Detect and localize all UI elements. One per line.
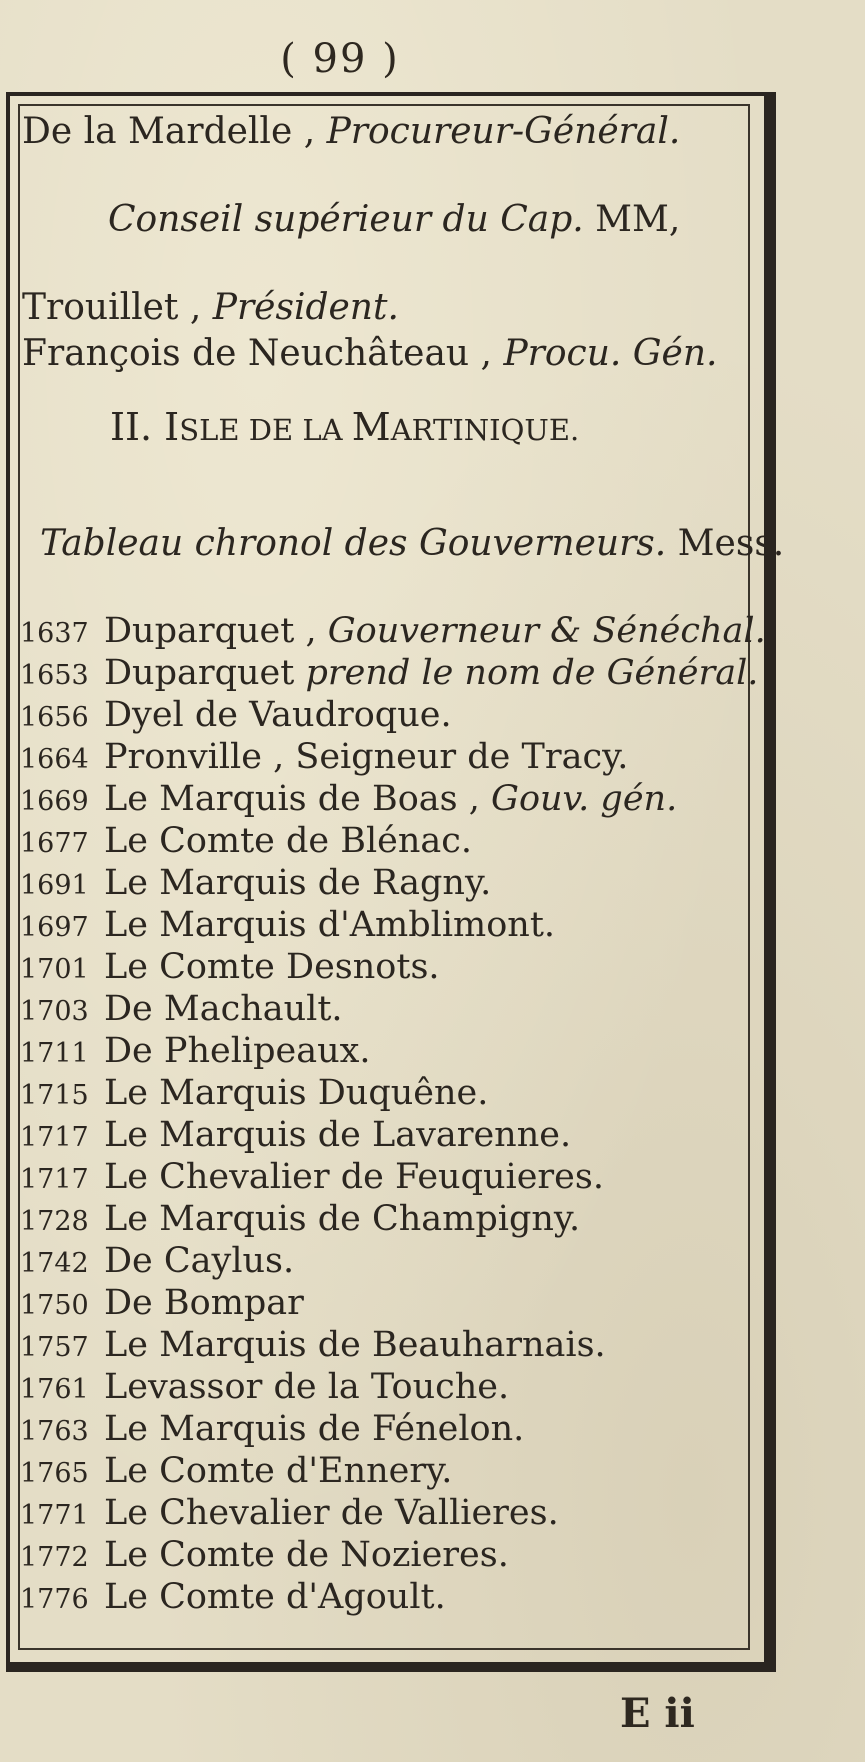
year: 1711 xyxy=(20,1038,89,1069)
mardelle-name: De la Mardelle , xyxy=(22,111,327,152)
governor-name: Le Marquis de Ragny. xyxy=(104,863,492,903)
year: 1763 xyxy=(20,1416,89,1447)
year: 1772 xyxy=(20,1542,89,1573)
governor-name: De Caylus. xyxy=(104,1241,295,1281)
year: 1771 xyxy=(20,1500,89,1531)
list-item xyxy=(20,823,472,859)
governor-name: Pronville , Seigneur de Tracy. xyxy=(104,737,629,777)
conseil-heading xyxy=(108,199,681,240)
section-rest2: ARTINIQUE. xyxy=(390,413,580,447)
year: 1664 xyxy=(20,744,89,775)
governor-name: Le Comte de Nozieres. xyxy=(104,1535,509,1575)
governor-name: De Bompar xyxy=(104,1283,304,1323)
governor-name: De Phelipeaux. xyxy=(104,1031,371,1071)
governor-name: Duparquet , xyxy=(104,611,328,651)
governor-name: Le Marquis de Beauharnais. xyxy=(104,1325,606,1365)
year: 1717 xyxy=(20,1122,89,1153)
tableau-mess: Mess. xyxy=(666,523,785,564)
governor-name: Le Chevalier de Feuquieres. xyxy=(104,1157,604,1197)
list-item xyxy=(20,1117,571,1153)
list-item xyxy=(20,1495,559,1531)
year: 1653 xyxy=(20,660,89,691)
trouillet-line xyxy=(22,287,399,328)
conseil-text: Conseil supérieur du Cap. xyxy=(108,199,584,240)
year: 1765 xyxy=(20,1458,89,1489)
list-item xyxy=(20,1285,304,1321)
francois-line xyxy=(22,333,718,374)
list-item xyxy=(20,907,555,943)
list-item xyxy=(20,655,758,691)
year: 1669 xyxy=(20,786,89,817)
year: 1757 xyxy=(20,1332,89,1363)
signature-mark: E ii xyxy=(620,1690,695,1737)
year: 1715 xyxy=(20,1080,89,1111)
governor-name: Le Marquis de Champigny. xyxy=(104,1199,581,1239)
list-item xyxy=(20,1453,452,1489)
year: 1677 xyxy=(20,828,89,859)
year: 1691 xyxy=(20,870,89,901)
year: 1701 xyxy=(20,954,89,985)
section-numeral: II. I xyxy=(110,405,180,449)
governor-name: Duparquet xyxy=(104,653,306,693)
section-m: M xyxy=(351,405,391,449)
list-item xyxy=(20,613,766,649)
governor-name: Le Marquis de Lavarenne. xyxy=(104,1115,572,1155)
tableau-heading xyxy=(40,523,785,564)
francois-name: François de Neuchâteau , xyxy=(22,333,504,374)
trouillet-title: Président. xyxy=(212,287,399,328)
francois-title: Procu. Gén. xyxy=(503,333,718,374)
list-item xyxy=(20,781,677,817)
governor-name: Le Comte Desnots. xyxy=(104,947,440,987)
year: 1703 xyxy=(20,996,89,1027)
governor-name: Le Marquis Duquêne. xyxy=(104,1073,489,1113)
list-item xyxy=(20,1411,524,1447)
list-item xyxy=(20,1537,509,1573)
governor-note: Gouv. gén. xyxy=(490,779,678,819)
governor-name: Le Marquis de Fénelon. xyxy=(104,1409,525,1449)
list-item xyxy=(20,1033,370,1069)
year: 1656 xyxy=(20,702,89,733)
year: 1637 xyxy=(20,618,89,649)
section-heading xyxy=(110,405,580,449)
list-item xyxy=(20,991,343,1027)
governor-name: Le Comte de Blénac. xyxy=(104,821,473,861)
list-item xyxy=(20,949,440,985)
list-item xyxy=(20,1579,446,1615)
list-item xyxy=(20,739,628,775)
governor-name: De Machault. xyxy=(104,989,343,1029)
governor-name: Le Chevalier de Vallieres. xyxy=(104,1493,559,1533)
mardelle-title: Procureur-Général. xyxy=(326,111,681,152)
list-item xyxy=(20,1201,580,1237)
list-item xyxy=(20,1159,604,1195)
year: 1717 xyxy=(20,1164,89,1195)
list-item xyxy=(20,1075,488,1111)
tableau-text: Tableau chronol des Gouverneurs. xyxy=(40,523,667,564)
list-item xyxy=(20,697,452,733)
governor-name: Levassor de la Touche. xyxy=(104,1367,510,1407)
governor-name: Le Marquis d'Amblimont. xyxy=(104,905,556,945)
mardelle-line xyxy=(22,111,681,152)
governor-name: Le Comte d'Agoult. xyxy=(104,1577,446,1617)
governor-name: Dyel de Vaudroque. xyxy=(104,695,452,735)
year: 1776 xyxy=(20,1584,89,1615)
list-item xyxy=(20,1243,294,1279)
section-rest: SLE DE LA xyxy=(179,413,352,447)
year: 1750 xyxy=(20,1290,89,1321)
year: 1728 xyxy=(20,1206,89,1237)
list-item xyxy=(20,1369,509,1405)
conseil-mm: MM, xyxy=(583,199,681,240)
governor-name: Le Marquis de Boas , xyxy=(104,779,491,819)
governor-note: prend le nom de Général. xyxy=(305,653,759,693)
year: 1742 xyxy=(20,1248,89,1279)
governor-note: Gouverneur & Sénéchal. xyxy=(327,611,766,651)
governor-name: Le Comte d'Ennery. xyxy=(104,1451,453,1491)
list-item xyxy=(20,1327,606,1363)
year: 1697 xyxy=(20,912,89,943)
year: 1761 xyxy=(20,1374,89,1405)
trouillet-name: Trouillet , xyxy=(22,287,213,328)
list-item xyxy=(20,865,491,901)
page-number: ( 99 ) xyxy=(280,36,400,82)
